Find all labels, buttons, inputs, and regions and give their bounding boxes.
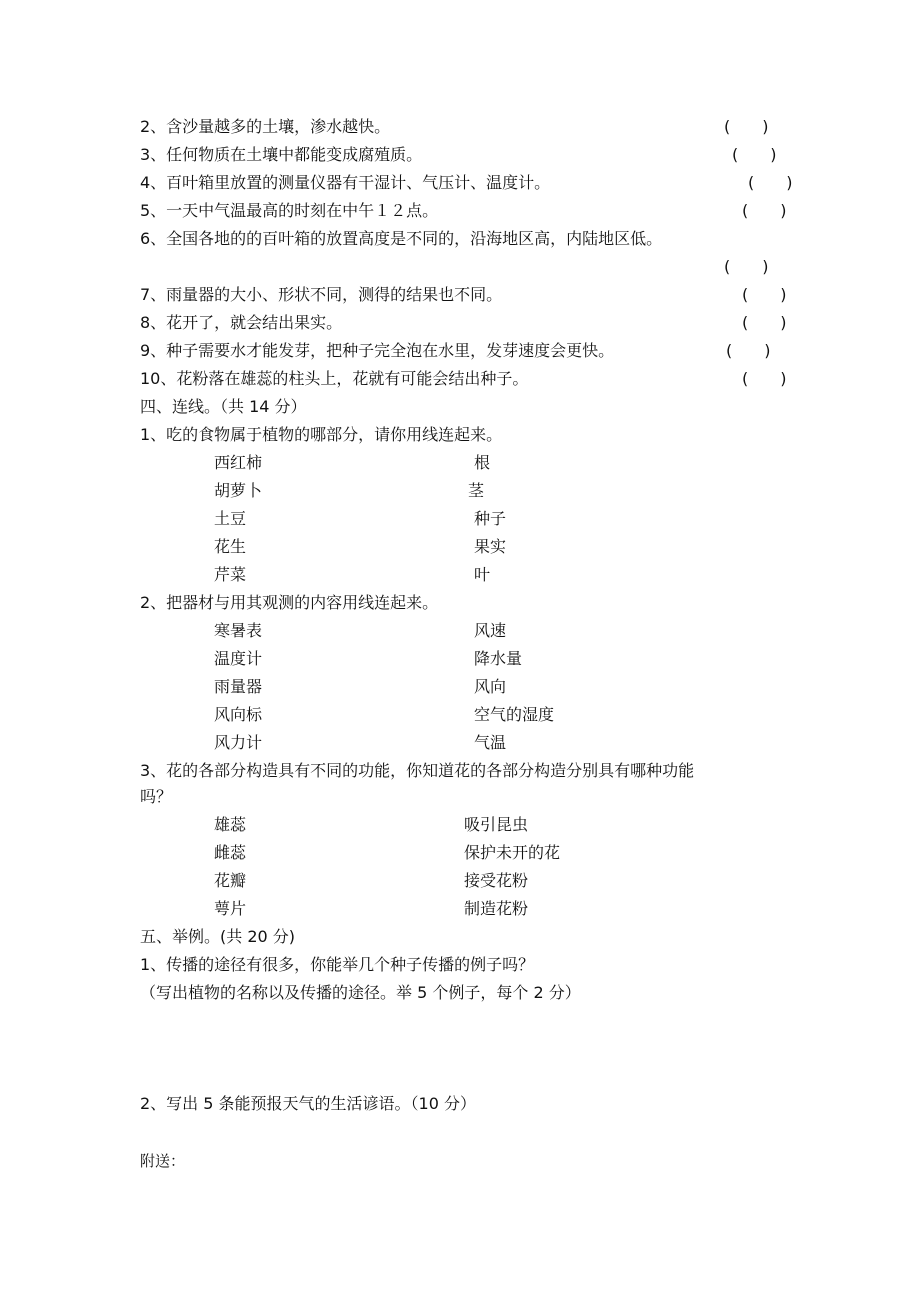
- match-q2-right-item: 降水量: [474, 649, 523, 668]
- answer-paren: ( ): [742, 369, 787, 388]
- attached-label: 附送：: [140, 1152, 186, 1170]
- match-q3-right-item: 保护未开的花: [464, 843, 561, 862]
- answer-paren: ( ): [742, 285, 787, 304]
- match-q3-prompt: 3、花的各部分构造具有不同的功能，你知道花的各部分构造分别具有哪种功能: [140, 761, 695, 780]
- judge-item-6: 6、全国各地的的百叶箱的放置高度是不同的，沿海地区高，内陆地区低。: [140, 229, 663, 248]
- match-q3-right-item: 吸引昆虫: [464, 815, 529, 834]
- match-q2-left-item: 寒暑表: [214, 621, 263, 640]
- match-q1-right-item: 根: [474, 453, 491, 472]
- judge-item-2: 2、含沙量越多的土壤，渗水越快。: [140, 117, 391, 136]
- match-q3-left-item: 雄蕊: [214, 815, 247, 834]
- match-q2-left-item: 雨量器: [214, 677, 263, 696]
- answer-paren: ( ): [732, 145, 777, 164]
- match-q1-left-item: 土豆: [214, 509, 247, 528]
- match-q2-left-item: 温度计: [214, 649, 263, 668]
- judge-item-8: 8、花开了，就会结出果实。: [140, 313, 343, 332]
- judge-item-4: 4、百叶箱里放置的测量仪器有干湿计、气压计、温度计。: [140, 173, 551, 192]
- section-5-title: 五、举例。(共 20 分): [140, 927, 296, 946]
- match-q2-left-item: 风力计: [214, 733, 263, 752]
- match-q2-right-item: 风向: [474, 677, 507, 696]
- example-q2-prompt: 2、写出 5 条能预报天气的生活谚语。（10 分）: [140, 1094, 476, 1113]
- judge-item-3: 3、任何物质在土壤中都能变成腐殖质。: [140, 145, 423, 164]
- match-q1-right-item: 果实: [474, 537, 507, 556]
- judge-item-9: 9、种子需要水才能发芽，把种子完全泡在水里，发芽速度会更快。: [140, 341, 615, 360]
- match-q1-left-item: 胡萝卜: [214, 481, 263, 500]
- answer-paren: ( ): [726, 341, 771, 360]
- match-q3-left-item: 萼片: [214, 899, 247, 918]
- match-q3-right-item: 接受花粉: [464, 871, 529, 890]
- match-q2-prompt: 2、把器材与用其观测的内容用线连起来。: [140, 593, 439, 612]
- answer-paren: ( ): [724, 117, 769, 136]
- judge-item-10: 10、花粉落在雄蕊的柱头上，花就有可能会结出种子。: [140, 369, 529, 388]
- answer-paren: ( ): [742, 313, 787, 332]
- answer-paren: ( ): [742, 201, 787, 220]
- match-q1-left-item: 芹菜: [214, 565, 247, 584]
- example-q1-prompt: 1、传播的途径有很多，你能举几个种子传播的例子吗？: [140, 955, 535, 974]
- match-q1-left-item: 花生: [214, 537, 247, 556]
- example-q1-note: （写出植物的名称以及传播的途径。举 5 个例子，每个 2 分）: [140, 983, 581, 1002]
- match-q2-right-item: 空气的湿度: [474, 705, 555, 724]
- match-q3-right-item: 制造花粉: [464, 899, 529, 918]
- match-q1-left-item: 西红柿: [214, 453, 263, 472]
- judge-item-5: 5、一天中气温最高的时刻在中午１２点。: [140, 201, 439, 220]
- match-q1-right-item: 叶: [474, 565, 491, 584]
- judge-item-7: 7、雨量器的大小、形状不同，测得的结果也不同。: [140, 285, 503, 304]
- match-q1-prompt: 1、吃的食物属于植物的哪部分，请你用线连起来。: [140, 425, 503, 444]
- answer-paren: ( ): [748, 173, 793, 192]
- match-q3-prompt-cont: 吗？: [140, 787, 173, 806]
- match-q2-right-item: 气温: [474, 733, 507, 752]
- match-q1-right-item: 茎: [468, 481, 485, 500]
- match-q2-left-item: 风向标: [214, 705, 263, 724]
- match-q3-left-item: 花瓣: [214, 871, 247, 890]
- match-q2-right-item: 风速: [474, 621, 507, 640]
- match-q3-left-item: 雌蕊: [214, 843, 247, 862]
- answer-paren: ( ): [724, 257, 769, 276]
- section-4-title: 四、连线。（共 14 分）: [140, 397, 307, 416]
- match-q1-right-item: 种子: [474, 509, 507, 528]
